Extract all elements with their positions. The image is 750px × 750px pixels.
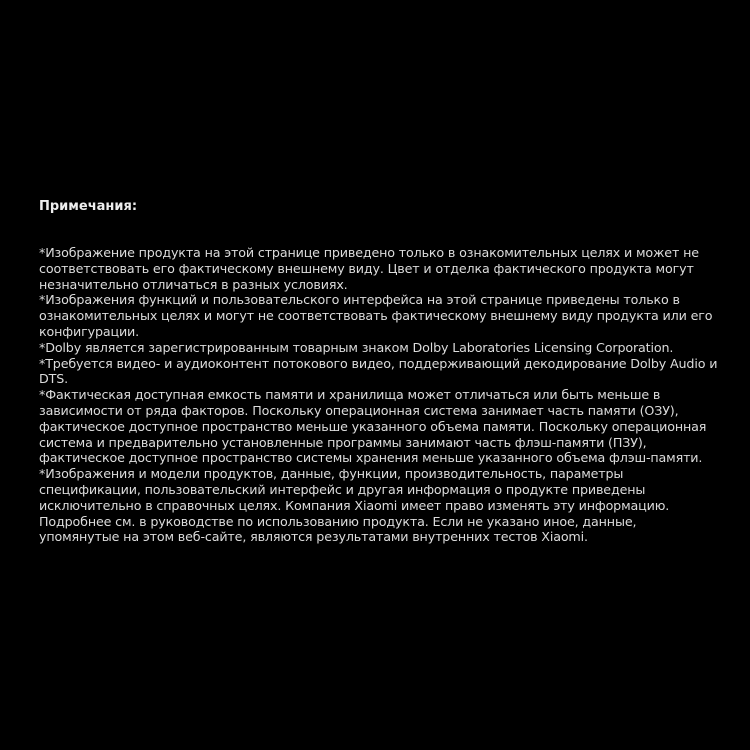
notes-title: Примечания: bbox=[39, 199, 138, 214]
note-item: *Изображения и модели продуктов, данные, функции, производительность, параметры спецификации, пользовательский интерфейс и другая информация о продукте приведены исключительно в справочных целях. Компания Xiaomi имеет право изменять эту информацию. Подробнее см. в руководстве по использованию продукта. Если не указано иное, данные, упомянутые на этом веб-сайте, являются результатами внутренних тестов Xiaomi. bbox=[39, 466, 670, 545]
note-item: *Изображения функций и пользовательского интерфейса на этой странице приведены только в ознакомительных целях и могут не соответствовать фактическому внешнему виду продукта или его конфигурации. bbox=[39, 292, 713, 339]
note-item: *Фактическая доступная емкость памяти и хранилища может отличаться или быть меньше в зависимости от ряда факторов. Поскольку операционная система занимает часть памяти (ОЗУ), фактическое доступное пространство меньше указанного объема памяти. Поскольку операционная система и предварительно установленные программы занимают часть флэш-памяти (ПЗУ), фактическое доступное пространство системы хранения меньше указанного объема флэш-памяти. bbox=[39, 387, 707, 466]
note-item: *Изображение продукта на этой странице приведено только в ознакомительных целях и может не соответствовать его фактическому внешнему виду. Цвет и отделка фактического продукта могут незначительно отличаться в разных условиях. bbox=[39, 245, 699, 292]
notes-list bbox=[39, 245, 719, 545]
note-item: *Требуется видео- и аудиоконтент потокового видео, поддерживающий декодирование Dolby Audio и DTS. bbox=[39, 355, 718, 387]
notes-section bbox=[39, 198, 719, 545]
note-item: *Dolby является зарегистрированным товарным знаком Dolby Laboratories Licensing Corporation. bbox=[39, 339, 674, 355]
